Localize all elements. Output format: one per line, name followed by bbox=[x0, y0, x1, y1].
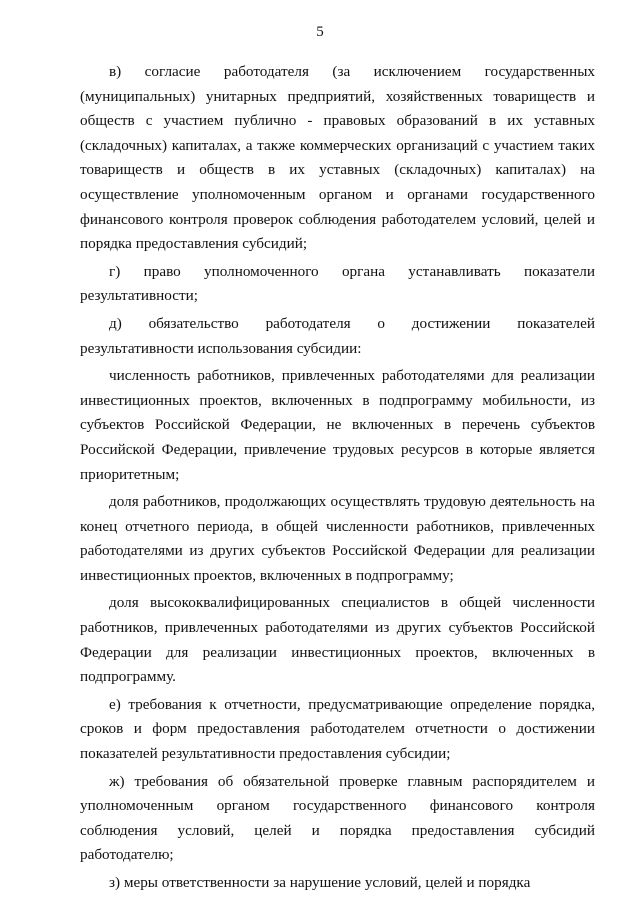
paragraph-indicator-3: доля высококвалифицированных специалистов в общей численности работников, привлеченных работодателями из других субъектов Российской Федерации для реализации инвестиционных проектов, включенных в подпрограмму. bbox=[80, 594, 595, 686]
paragraph-indicator-2: доля работников, продолжающих осуществлять трудовую деятельность на конец отчетного периода, в общей численности работников, привлеченных работодателями из других субъектов Российской Федерации для реализации инвестиционных проектов, включенных в подпрограмму; bbox=[80, 493, 595, 584]
paragraph-e: е) требования к отчетности, предусматривающие определение порядка, сроков и форм предоставления работодателем отчетности о достижении показателей результативности предоставления субсидии; bbox=[80, 695, 595, 763]
paragraph-g: г) право уполномоченного органа устанавливать показатели результативности; bbox=[80, 262, 595, 305]
paragraph-zh: ж) требования об обязательной проверке главным распорядителем и уполномоченным органом государственного финансового контроля соблюдения условий, целей и порядка предоставления субсидий работодателю; bbox=[80, 772, 595, 864]
paragraph-v: в) согласие работодателя (за исключением государственных (муниципальных) унитарных предприятий, хозяйственных товариществ и обществ с участием публично - правовых образований в их уставных (складочных) капиталах, а также коммерческих организаций с участием таких товариществ и обществ в их уставных (складочных) капиталах) на осуществление уполномоченным органом и органами государственного финансового контроля проверок соблюдения работодателем условий, целей и порядка предоставления субсидий; bbox=[80, 63, 595, 253]
paragraph-z: з) меры ответственности за нарушение условий, целей и порядка bbox=[109, 874, 531, 891]
page-number: 5 bbox=[316, 24, 324, 40]
paragraph-d: д) обязательство работодателя о достижении показателей результативности использования субсидии: bbox=[80, 314, 595, 357]
paragraph-indicator-1: численность работников, привлеченных работодателями для реализации инвестиционных проектов, включенных в подпрограмму мобильности, из субъектов Российской Федерации, не включенных в перечень субъектов Российской Федерации, привлечение трудовых ресурсов в которые является приоритетным; bbox=[80, 367, 595, 483]
document-body bbox=[80, 60, 595, 896]
